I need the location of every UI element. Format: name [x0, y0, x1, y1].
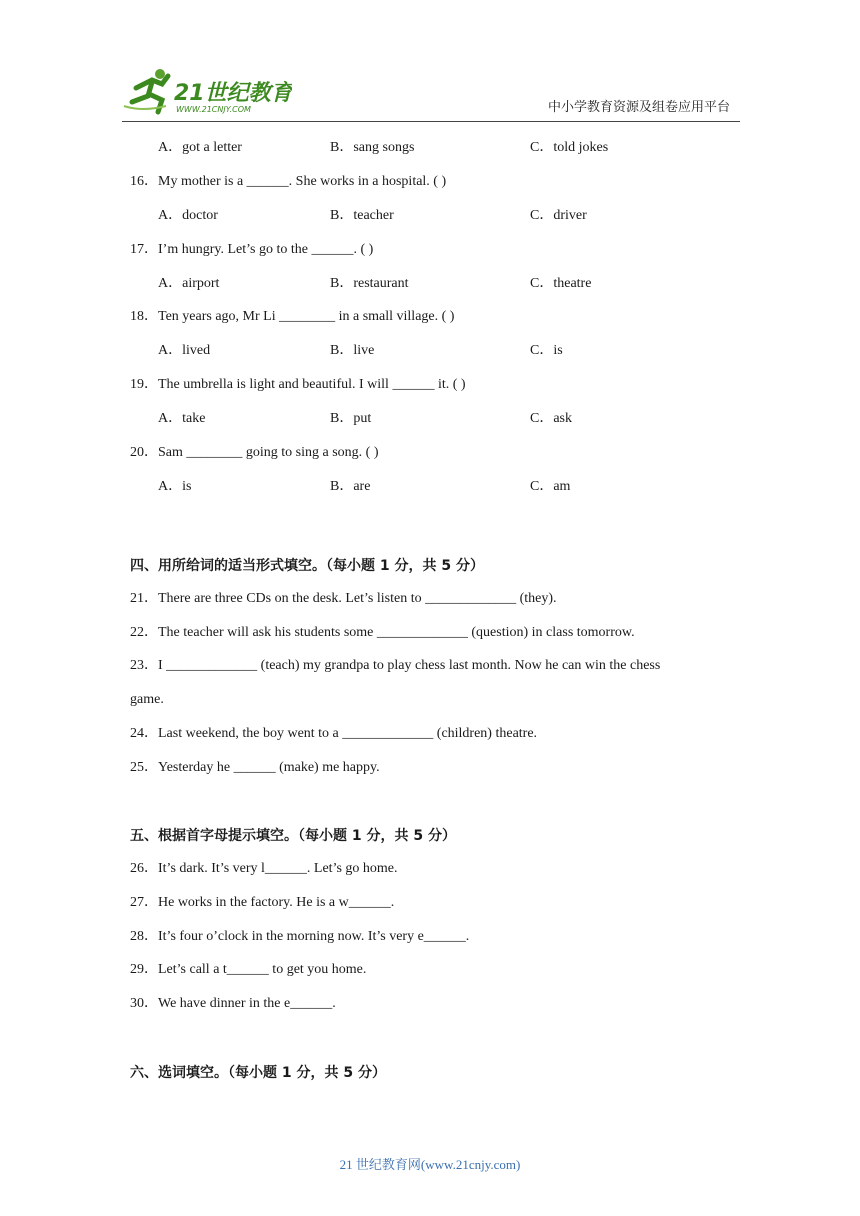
question-26: 26．It’s dark. It’s very l______. Let’s go home.: [130, 861, 398, 876]
option-b: B．sang songs: [330, 140, 415, 155]
question-23: 23．I _____________ (teach) my grandpa to play chess last month. Now he can win the chess: [130, 658, 661, 673]
option-b: B．are: [330, 479, 371, 494]
option-b: B．put: [330, 411, 372, 426]
option-a: A．doctor: [158, 208, 218, 223]
option-c: C．told jokes: [530, 140, 609, 155]
question-28: 28．It’s four o’clock in the morning now. It’s very e______.: [130, 929, 470, 944]
logo: [122, 66, 292, 120]
question-24: 24．Last weekend, the boy went to a _____________ (children) theatre.: [130, 726, 538, 741]
question-25: 25．Yesterday he ______ (make) me happy.: [130, 760, 380, 775]
option-c: C．driver: [530, 208, 587, 223]
option-a: A．take: [158, 411, 206, 426]
option-c: C．am: [530, 479, 571, 494]
option-a: A．is: [158, 479, 192, 494]
svg-text:21世纪教育: 21世纪教育: [174, 81, 292, 106]
runner-logo-icon: [122, 66, 292, 120]
section-6-title: 六、选词填空。（每小题 1 分，共 5 分）: [130, 1065, 386, 1081]
option-b: B．teacher: [330, 208, 394, 223]
section-5-title: 五、根据首字母提示填空。（每小题 1 分，共 5 分）: [130, 828, 456, 844]
option-b: B．restaurant: [330, 276, 409, 291]
question-30: 30．We have dinner in the e______.: [130, 996, 336, 1011]
option-a: A．lived: [158, 343, 211, 358]
question-18: 18．Ten years ago, Mr Li ________ in a small village. ( ): [130, 309, 455, 324]
svg-text:WWW.21CNJY.COM: WWW.21CNJY.COM: [176, 105, 251, 114]
question-27: 27．He works in the factory. He is a w______.: [130, 895, 395, 910]
option-a: A．got a letter: [158, 140, 242, 155]
question-21: 21．There are three CDs on the desk. Let’s listen to _____________ (they).: [130, 591, 557, 606]
platform-name: 中小学教育资源及组卷应用平台: [548, 100, 731, 115]
option-c: C．ask: [530, 411, 572, 426]
option-a: A．airport: [158, 276, 220, 291]
question-20: 20．Sam ________ going to sing a song. ( ): [130, 445, 379, 460]
option-c: C．is: [530, 343, 563, 358]
section-4-title: 四、用所给词的适当形式填空。（每小题 1 分，共 5 分）: [130, 558, 484, 574]
option-c: C．theatre: [530, 276, 592, 291]
question-16: 16．My mother is a ______. She works in a hospital. ( ): [130, 174, 447, 189]
question-17: 17．I’m hungry. Let’s go to the ______. ( ): [130, 242, 374, 257]
question-19: 19．The umbrella is light and beautiful. I will ______ it. ( ): [130, 377, 466, 392]
question-22: 22．The teacher will ask his students some _____________ (question) in class tomorrow.: [130, 625, 635, 640]
question-29: 29．Let’s call a t______ to get you home.: [130, 962, 367, 977]
page-header: [0, 0, 860, 130]
question-23-continued: game.: [130, 692, 164, 707]
option-b: B．live: [330, 343, 375, 358]
page-footer: 21 世纪教育网(www.21cnjy.com): [339, 1157, 521, 1172]
header-divider: [122, 121, 740, 122]
